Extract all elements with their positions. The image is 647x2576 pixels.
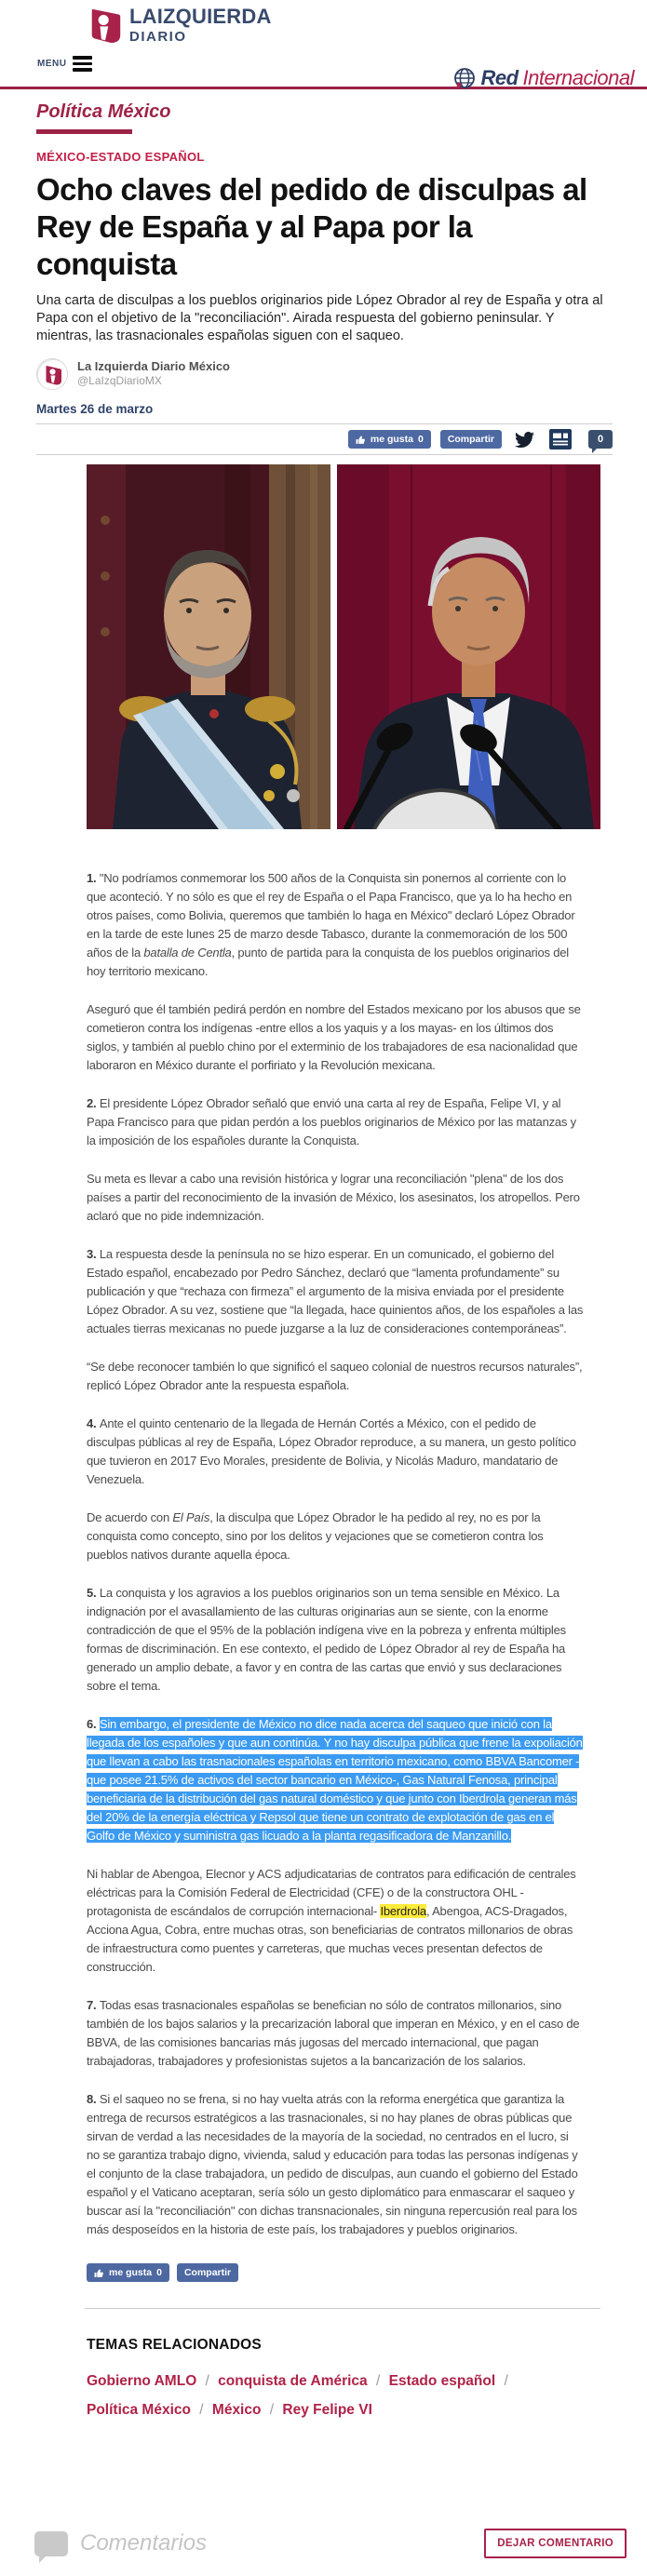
social-bar-top (36, 423, 613, 455)
leave-comment-button[interactable]: DEJAR COMENTARIO (484, 2529, 627, 2558)
comments-header (34, 2530, 207, 2556)
share-label: Compartir (447, 434, 494, 445)
photo-lopez-obrador (337, 464, 600, 829)
brand-line2: DIARIO (129, 29, 187, 45)
search-highlight: Iberdrola (380, 1904, 426, 1918)
like-label: me gusta (109, 2267, 153, 2278)
comments-footer (0, 2516, 647, 2576)
like-button-bottom[interactable] (87, 2263, 169, 2282)
hamburger-icon (73, 56, 92, 72)
text-segment: “Se debe reconocer también lo que significó el saqueo colonial de nuestros recursos naturales”, replicó López Obrador ante la respuesta española. (87, 1360, 583, 1392)
section-head (36, 101, 647, 134)
paragraph-number: 4. (87, 1416, 100, 1430)
related-tag[interactable]: Rey Felipe VI (282, 2402, 372, 2418)
share-label: Compartir (183, 2267, 232, 2278)
article-paragraph (87, 1170, 584, 1226)
text-segment: "No podríamos conmemorar los 500 años de la Conquista sin ponernos al corriente con lo que aconteció. Y no sólo es que el rey de España o el Papa Francisco, que ya lo ha hecho en otros países, como Bolivia, queremos que también lo haga en México" declaró López Obrador en la tarde de este lunes 25 de marzo desde Tabasco, durante la conmemoración de los 500 años de la (87, 871, 575, 959)
related-tag[interactable]: México (211, 2402, 262, 2418)
article-photo (87, 464, 600, 829)
paragraph-number: 2. (87, 1096, 100, 1110)
article-body (87, 869, 584, 2239)
share-button-bottom[interactable] (177, 2263, 238, 2282)
like-count: 0 (417, 434, 424, 445)
article-paragraph (87, 1715, 584, 1845)
like-button[interactable] (348, 430, 431, 449)
brand-mark-icon (88, 7, 123, 45)
tag-separator: / (371, 2373, 384, 2389)
paragraph-number: 3. (87, 1247, 100, 1261)
thumbs-up-icon (356, 435, 366, 445)
author-block[interactable] (36, 358, 647, 390)
text-segment: Ante el quinto centenario de la llegada de Hernán Cortés a México, con el pedido de disculpas públicas al rey de España, López Obrador reproduce, a su manera, un gesto político que tuvieron en 2017 Evo Morales, presidente de Bolivia, y Nicolás Maduro, mandatario de Venezuela. (87, 1416, 576, 1486)
paragraph-number: 7. (87, 1998, 100, 2012)
twitter-bird-icon[interactable] (515, 430, 534, 449)
author-text (77, 359, 230, 388)
menu-label: MENU (37, 58, 67, 69)
brand-line1: LAIZQUIERDA (129, 5, 272, 28)
author-handle: @LaIzqDiarioMX (77, 374, 162, 387)
text-segment: El presidente López Obrador señaló que envió una carta al rey de España, Felipe VI, y al Papa Francisco para que pidan perdón a los pueblos originarios de México por las matanzas y la imposición de los españoles durante la Conquista. (87, 1096, 576, 1147)
paragraph-number: 6. (87, 1717, 100, 1731)
related-tags (87, 2367, 533, 2424)
text-segment: , la disculpa que López Obrador le ha pedido al rey, no es por la conquista como concepto, sino por los delitos y vejaciones que se cometieron contra los pueblos nativos durante aquella época. (87, 1510, 544, 1562)
article-paragraph (87, 1358, 584, 1395)
related-heading: TEMAS RELACIONADOS (87, 2337, 262, 2353)
avatar-logo-icon (37, 359, 68, 390)
share-button[interactable] (440, 430, 502, 449)
text-segment: Aseguró que él también pedirá perdón en nombre del Estados mexicano por los abusos que se cometieron contra los indígenas -entre ellos a los yaquis y a los mayas- en los últimos dos siglos, y también al pueblo chino por el exterminio de los trabajadores de esa nacionalidad que laboraron en México durante el porfiriato y la Revolución mexicana. (87, 1002, 581, 1072)
article-paragraph (87, 1415, 584, 1489)
related-tag[interactable]: Estado español (388, 2373, 496, 2389)
site-logo[interactable] (88, 7, 272, 45)
text-segment: , Abengoa, ACS-Dragados, Acciona Agua, Cobra, entre muchas otras, son beneficiarias de contratos millonarios de obras de infraestructura como puentes y carreteras, que muchas veces presentan defectos de construcción. (87, 1904, 573, 1974)
article-title: Ocho claves del pedido de disculpas al Rey de España y al Papa por la conquista (36, 172, 587, 281)
paragraph-number: 5. (87, 1586, 100, 1600)
paragraph-number: 8. (87, 2092, 100, 2106)
selected-text: Sin embargo, el presidente de México no dice nada acerca del saqueo que inició con la llegada de los españoles y que aun continúa. Y no hay disculpa pública que frene la expoliación que llevan a cabo las trasnacionales españolas en territorio mexicano, como BBVA Bancomer -que posee 21.5% de activos del sector bancario en México-, Gas Natural Fenosa, principal beneficiaria de la distribución del gas natural doméstico y que junto con Iberdrola generan más del 20% de la energía eléctrica y Repsol que tiene un contrato de explotación de gas en el Golfo de México y suministra gas licuado a la planta regasificadora de Manzanillo. (87, 1717, 583, 1843)
article-paragraph (87, 1094, 584, 1150)
thumbs-up-icon (94, 2268, 104, 2278)
article-paragraph (87, 1000, 584, 1075)
section-underline (36, 129, 132, 134)
paragraph-number: 1. (87, 871, 100, 885)
comment-count-badge[interactable] (588, 430, 613, 449)
related-topics (87, 2337, 647, 2424)
divider (85, 2308, 600, 2309)
text-segment: Ni hablar de Abengoa, Elecnor y ACS adjudicatarias de contratos para edificación de centrales eléctricas para la Comisión Federal de Electricidad (CFE) o de la constructora OHL -protagonista de escándalos de corrupción internacional- (87, 1867, 576, 1918)
related-tag[interactable]: Gobierno AMLO (87, 2373, 197, 2389)
site-header (0, 0, 647, 89)
article-paragraph (87, 1245, 584, 1338)
brand-text (129, 7, 272, 44)
author-name: La Izquierda Diario México (77, 359, 230, 374)
text-segment: La respuesta desde la península no se hizo esperar. En un comunicado, el gobierno del Estado español, encabezado por Pedro Sánchez, declaró que “lamenta profundamente” su publicación y que “rechaza con firmeza” el argumento de la misiva enviada por el presidente López Obrador. A su vez, sostiene que “la llegada, hace quinientos años, de los españoles a las actuales tierras mexicanas no puede juzgarse a la luz de consideraciones contemporáneas”. (87, 1247, 584, 1335)
network-name-internacional: Internacional (522, 66, 634, 89)
article-paragraph (87, 1996, 584, 2071)
text-segment: Su meta es llevar a cabo una revisión histórica y lograr una reconciliación "plena" de los dos países a partir del reconocimiento de la invasión de México, los asesinatos, los atropellos. Pero aclaró que no pide indemnización. (87, 1172, 580, 1223)
article-paragraph (87, 1584, 584, 1696)
article-paragraph (87, 2090, 584, 2239)
tag-separator: / (195, 2402, 208, 2418)
related-tag[interactable]: conquista de América (218, 2373, 368, 2389)
tag-separator: / (201, 2373, 214, 2389)
italic-text: El País (172, 1510, 210, 1524)
comment-count: 0 (597, 434, 604, 445)
comment-bubble-icon (34, 2531, 68, 2556)
globe-icon (453, 67, 476, 89)
article-date: Martes 26 de marzo (36, 402, 154, 416)
text-segment: , punto de partida para la conquista de los pueblos originarios del hoy territorio mexicano. (87, 946, 569, 978)
article-paragraph (87, 1509, 584, 1564)
like-label: me gusta (370, 434, 413, 445)
related-tag[interactable]: Política México (87, 2402, 191, 2418)
social-bar-bottom (87, 2263, 647, 2282)
article-kicker: MÉXICO-ESTADO ESPAÑOL (36, 150, 205, 164)
red-internacional-logo[interactable] (453, 66, 634, 90)
newspaper-icon[interactable] (549, 429, 572, 449)
network-name-red: Red (480, 66, 519, 89)
article-paragraph (87, 1865, 584, 1977)
photo-king-felipe (87, 464, 330, 829)
comments-label: Comentarios (80, 2530, 208, 2556)
article-deck: Una carta de disculpas a los pueblos originarios pide López Obrador al rey de España y otra al Papa con el objetivo de la "reconciliación". Airada respuesta del gobierno peninsular. Y mientras, las trasnacionales españolas siguen con el saqueo. (36, 293, 603, 343)
italic-text: batalla de Centla (143, 946, 232, 959)
text-segment: Todas esas trasnacionales españolas se benefician no sólo de contratos millonarios, sino también de los bajos salarios y la precarización laboral que imperan en México, y en el caso de BBVA, de las comisiones bancarias más jugosas del mercado internacional, que pagan trabajadoras, trabajadores y profesionistas sujetos a la bancarización de los salarios. (87, 1998, 580, 2068)
text-segment: Si el saqueo no se frena, si no hay vuelta atrás con la reforma energética que garantiza la entrega de recursos estratégicos a las trasnacionales, si no hay planes de obras públicas que sirvan de verdad a las necesidades de la mayoría de la sociedad, no centrados en el lucro, si no se garantiza trabajo digno, vivienda, salud y educación para todas las personas indígenas y el conjunto de la clase trabajadora, un pedido de disculpas, aun cuando el gobierno del Estado español y el Vaticano aceptaran, sería sólo un gesto diplomático para enmascarar el saqueo y buscar así la "reconciliación" con dichas transnacionales, sin ninguna repercusión real para los más desposeídos en la historia de este país, los trabajadores y pueblos originarios. (87, 2092, 578, 2236)
tag-separator: / (500, 2373, 508, 2389)
tag-separator: / (265, 2402, 278, 2418)
text-segment: La conquista y los agravios a los pueblos originarios son un tema sensible en México. La indignación por el avasallamiento de las culturas originarias aun se siente, con la enorme contradicción de que el 95% de la población indígena vive en la pobreza y enfrenta múltiples formas de discriminación. En ese contexto, el pedido de López Obrador al rey de España ha generado un amplio debate, a favor y en contra de las cartas que envió y sus declaraciones sobre el tema. (87, 1586, 566, 1693)
text-segment: De acuerdo con (87, 1510, 173, 1524)
article-paragraph (87, 869, 584, 981)
section-link[interactable]: Política México (36, 101, 171, 122)
author-avatar (36, 358, 68, 390)
menu-button[interactable] (37, 56, 92, 72)
like-count: 0 (156, 2267, 162, 2278)
